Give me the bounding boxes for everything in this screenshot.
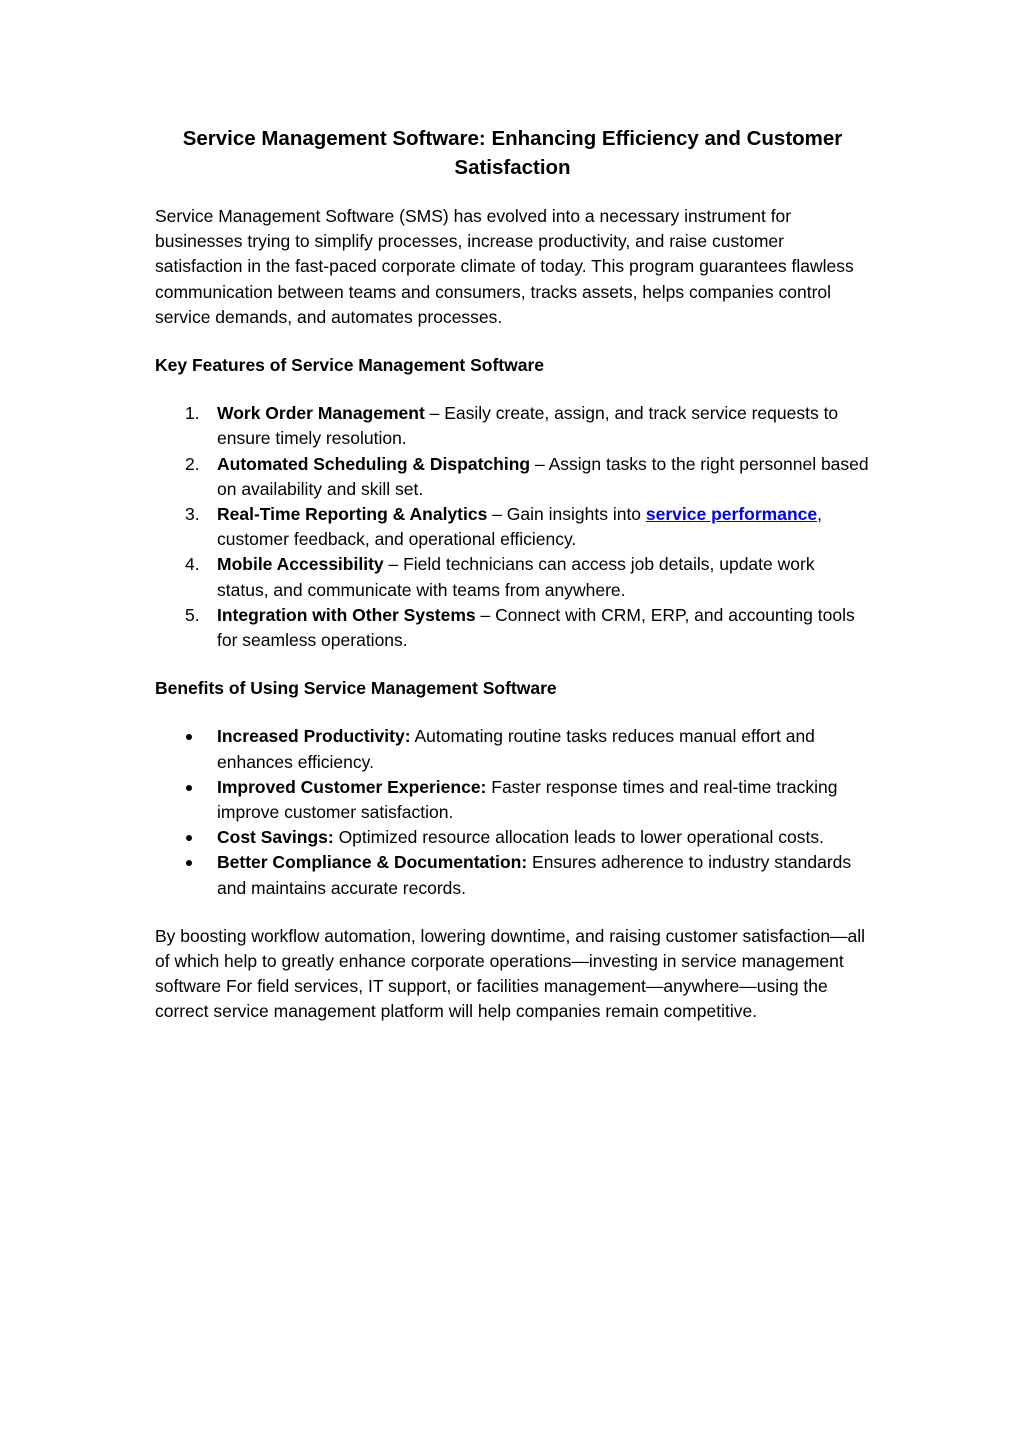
benefit-term: Better Compliance & Documentation: [217,852,528,873]
list-number: 2. [185,453,200,474]
feature-text: – Connect with CRM, ERP, and accounting tools for seamless operations. [217,604,855,651]
feature-text: – Gain insights into [487,504,646,525]
intro-paragraph: Service Management Software (SMS) has evolved into a necessary instrument for businesses trying to simplify processes, increase productivity, and raise customer satisfaction in the fast-paced corporate climate of today. This program guarantees flawless communication between teams and consumers, tracks assets, helps companies control service demands, and automates processes. [155,206,854,327]
benefits-heading: Benefits of Using Service Management Software [155,678,557,699]
bullet-icon [186,785,192,791]
list-number: 5. [185,604,200,625]
list-number: 1. [185,403,200,424]
feature-term: Automated Scheduling & Dispatching [217,453,531,474]
list-number: 4. [185,554,200,575]
list-item [155,775,870,825]
document-page [155,124,870,1025]
feature-term: Real-Time Reporting & Analytics [217,504,488,525]
list-item [155,825,870,850]
list-item [155,603,870,653]
benefit-text: Ensures adherence to industry standards and maintains accurate records. [217,852,852,898]
list-item [155,552,870,602]
feature-text: , customer feedback, and operational efficiency. [217,504,822,550]
benefit-term: Increased Productivity: [217,726,411,747]
feature-term: Mobile Accessibility [217,554,384,575]
list-item [155,502,870,552]
benefit-text: Optimized resource allocation leads to lower operational costs. [333,827,824,848]
feature-text: – Assign tasks to the right personnel based on availability and skill set. [217,453,869,499]
list-item [155,850,870,900]
list-item [155,724,870,774]
benefit-text: Faster response times and real-time tracking improve customer satisfaction. [217,776,838,823]
service-performance-link[interactable]: service performance [645,504,818,525]
closing-paragraph: By boosting workflow automation, lowering downtime, and raising customer satisfaction—all of which help to greatly enhance corporate operations—investing in service management software For field services, IT support, or facilities management—anywhere—using the correct service management platform will help companies remain competitive. [155,925,866,1022]
features-list [155,401,870,653]
benefits-list [155,724,870,900]
benefit-text: Automating routine tasks reduces manual effort and enhances efficiency. [217,726,815,772]
benefit-term: Improved Customer Experience: [217,776,487,797]
feature-text: – Easily create, assign, and track service requests to ensure timely resolution. [217,403,839,449]
bullet-icon [186,734,192,740]
feature-text: – Field technicians can access job details, update work status, and communicate with teams from anywhere. [217,554,815,600]
benefit-term: Cost Savings: [217,827,334,848]
list-number: 3. [185,504,200,525]
feature-term: Work Order Management [217,403,425,424]
feature-term: Integration with Other Systems [217,604,476,625]
bullet-icon [186,860,192,866]
document-title: Service Management Software: Enhancing Efficiency and Customer Satisfaction [182,127,843,179]
list-item [155,401,870,451]
bullet-icon [186,835,192,841]
features-heading: Key Features of Service Management Software [155,355,545,376]
list-item [155,452,870,502]
